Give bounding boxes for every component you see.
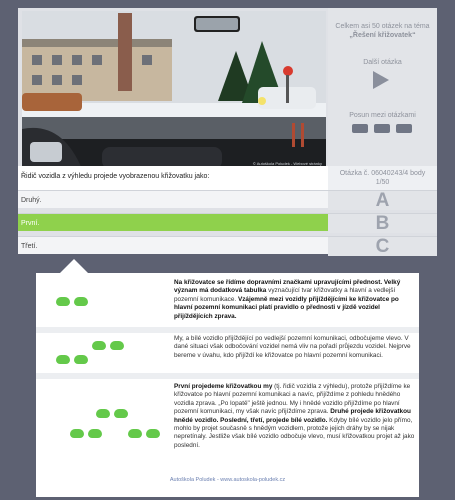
footprint-icon [70,429,84,438]
footprint-icon [92,341,106,350]
steps-one [36,279,170,327]
answer-b[interactable]: První. [18,213,328,231]
answer-c-letter[interactable]: C [328,236,437,256]
nav-next-button[interactable] [396,124,412,133]
nav-prev-button[interactable] [374,124,390,133]
footprint-icon [74,297,88,306]
question-meta [328,166,437,190]
navigation-label: Posun mezi otázkami [349,112,416,119]
block3-bold-1: První projedeme křižovatkou my [174,383,273,390]
answer-b-letter[interactable]: B [328,213,437,233]
footprint-icon [96,409,110,418]
panel-pointer [60,259,88,273]
footprint-icon [56,297,70,306]
block3-bold-2: Druhé projede křižovatkou hnědé vozidlo. Poslední, třetí, projede bílé vozidlo. [174,408,411,424]
footprint-icon [88,429,102,438]
block3-text-2: Kdyby bílé vozidlo jelo přímo, mohlo by projet současně s hnědým vozidlem, protože jejich dráhy by se nijak nepretínaly. Jestliže však bílé vozidlo odbočuje vlevo, musí křižovatkou projet až jako poslední. [174,416,415,449]
question-number: Otázka č. 06040243/4 body [339,170,426,177]
question-progress: 1/50 [375,179,390,186]
explanation-block-3 [170,383,419,450]
nav-first-button[interactable] [352,124,368,133]
steps-two [36,333,170,377]
block1-bold-1: Na křižovatce se řídíme dopravními značkami upravujícími přednost. [174,279,383,286]
explanation-block-2: My, a bílé vozidlo přijíždějící po vedlejší pozemní komunikaci, odbočujeme vlevo. V dané situaci však odbočování vozidel nemá vliv na pořadí průjezdu vozidel. Nejprve bereme v úvahu, kdo přijíždí ke křižovatce po hlavní pozemní komunikaci. [174,335,411,359]
footprint-icon [74,355,88,364]
footprint-icon [146,429,160,438]
question-count-text: Celkem asi 50 otázek na téma [335,23,430,30]
intersection-scene [22,11,326,169]
answer-a[interactable]: Druhý. [18,190,328,208]
steps-three [36,379,170,475]
question-text: Řidič vozidla z výhledu projede vyobrazenou křižovatku jako: [18,166,328,190]
next-question-button[interactable] [373,71,389,89]
answer-c[interactable]: Třetí. [18,236,328,254]
block3-text-1: (tj. řidič vozidla z výhledu), protože přijíždíme ke křižovatce po hlavní pozemní komunikaci a navíc, přijíždíme z pohledu hnědého vozidla zprava. „Po lopatě" ještě jednou. My i hnědé vozidlo přijíždíme po hlavní pozemní komunikaci, my však navíc přijíždíme zprava. [174,383,411,416]
footprint-icon [114,409,128,418]
block1-bold-2: Velký význam má dodatková tabulka [174,279,401,295]
footprint-icon [110,341,124,350]
side-panel [328,8,437,168]
next-question-label: Další otázka [363,59,402,66]
footer-link[interactable]: Autoškola Poludek - www.autoskola-poludek.cz [169,477,286,483]
explanation-block-1 [170,279,419,321]
topic-title: „Řešení křižovatek“ [349,32,416,39]
photo-caption: © Autoškola Poludek - Webové stránky [252,161,322,166]
intersection-photo [22,11,326,169]
answer-a-letter[interactable]: A [328,190,437,210]
question-card [18,8,437,257]
block1-bold-3: Vzájemně mezi vozidly přijíždějícími ke křižovatce po hlavní pozemní komunikaci platí pravidlo o přednosti v jízdě vozidel přijíždějících zprava. [174,295,399,320]
footprint-icon [128,429,142,438]
block1-text: vyznačující tvar křižovatky a hlavní a vedlejší pozemní komunikace. [174,287,396,303]
explanation-panel [36,273,419,497]
footprint-icon [56,355,70,364]
